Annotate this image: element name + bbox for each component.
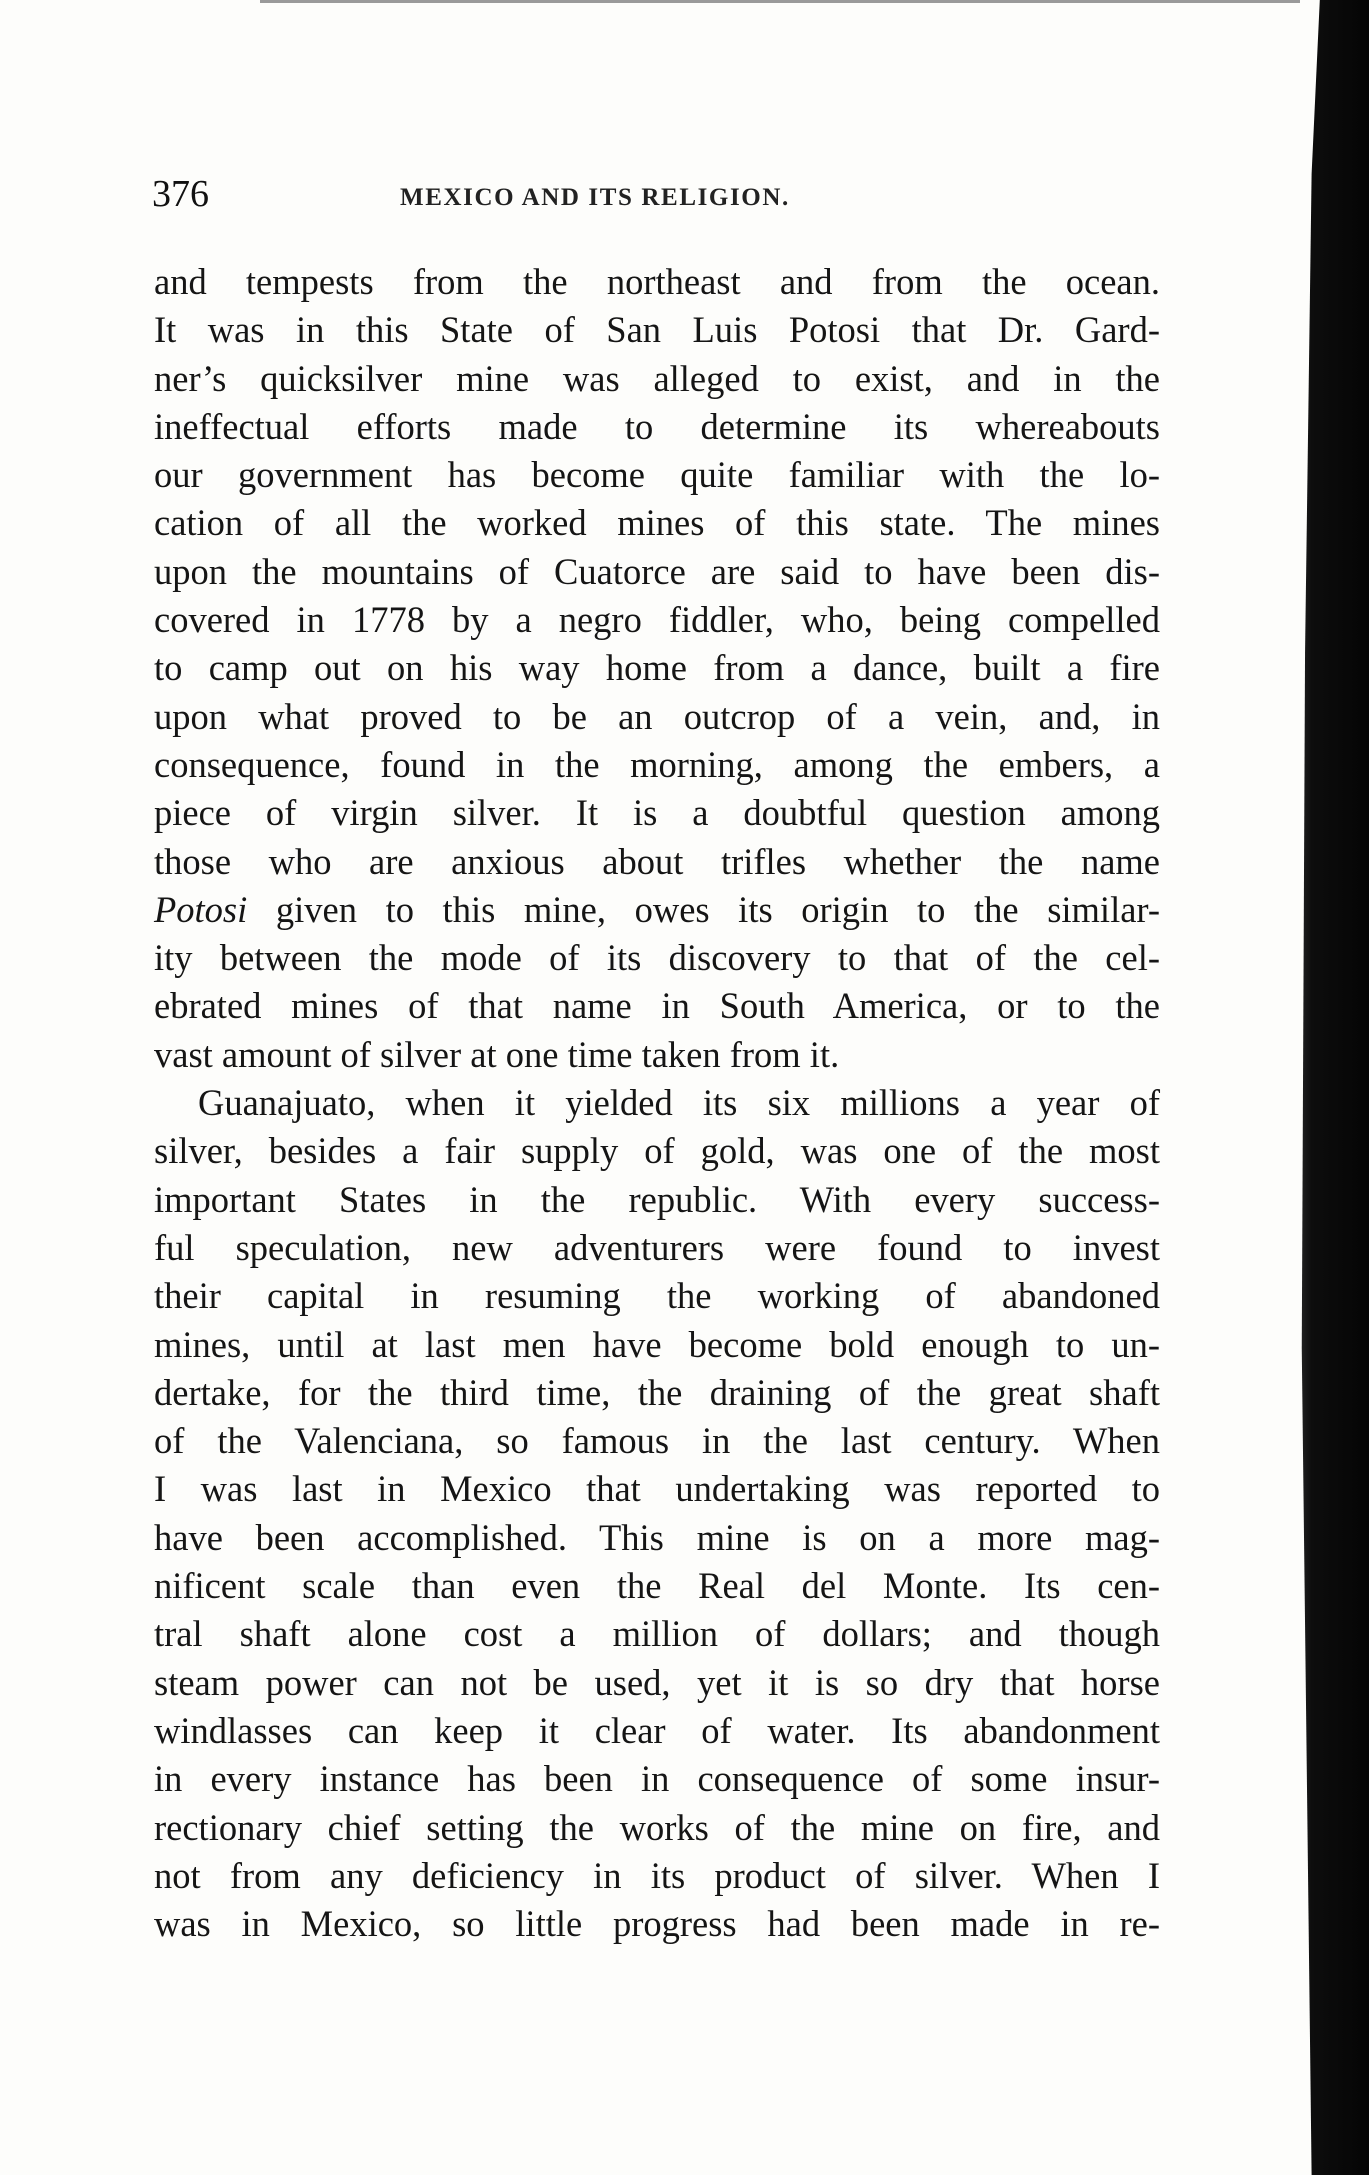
page-header <box>152 172 1162 232</box>
text-line: mines, until at last men have become bold enough to un- <box>154 1323 1160 1365</box>
text-line: cation of all the worked mines of this state. The mines <box>154 502 1160 544</box>
text-line: covered in 1778 by a negro fiddler, who, being compelled <box>154 599 1160 641</box>
text-line: It was in this State of San Luis Potosi that Dr. Gard- <box>154 309 1160 351</box>
text-line-remainder: given to this mine, owes its origin to the similar- <box>275 888 1160 930</box>
text-line: tral shaft alone cost a million of dollars; and though <box>154 1613 1160 1655</box>
text-line: upon what proved to be an outcrop of a vein, and, in <box>154 695 1160 737</box>
text-line: ebrated mines of that name in South America, or to the <box>154 985 1160 1027</box>
text-line: to camp out on his way home from a dance, built a fire <box>154 647 1160 689</box>
text-line: silver, besides a fair supply of gold, was one of the most <box>154 1130 1160 1172</box>
text-line: Guanajuato, when it yielded its six millions a year of <box>198 1082 1160 1124</box>
text-line: upon the mountains of Cuatorce are said to have been dis- <box>154 550 1160 592</box>
text-line: piece of virgin silver. It is a doubtful question among <box>154 792 1160 834</box>
body-text <box>154 258 1160 1948</box>
text-line: nificent scale than even the Real del Monte. Its cen- <box>154 1565 1160 1607</box>
running-head: MEXICO AND ITS RELIGION. <box>400 184 790 211</box>
text-line: ner’s quicksilver mine was alleged to exist, and in the <box>154 357 1160 399</box>
italic-word: Potosi <box>154 888 248 930</box>
text-line: vast amount of silver at one time taken from it. <box>154 1033 840 1075</box>
text-line: have been accomplished. This mine is on a more mag- <box>154 1516 1160 1558</box>
text-line: consequence, found in the morning, among the embers, a <box>154 743 1160 785</box>
text-line: steam power can not be used, yet it is so dry that horse <box>154 1661 1160 1703</box>
text-line: I was last in Mexico that undertaking was reported to <box>154 1468 1160 1510</box>
text-line: in every instance has been in consequence of some insur- <box>154 1758 1160 1800</box>
text-line: dertake, for the third time, the draining of the great shaft <box>154 1371 1160 1413</box>
text-line: was in Mexico, so little progress had been made in re- <box>154 1903 1160 1945</box>
page-number: 376 <box>152 173 209 215</box>
text-line: ful speculation, new adventurers were found to invest <box>154 1226 1160 1268</box>
text-line: those who are anxious about trifles whether the name <box>154 840 1160 882</box>
text-line: not from any deficiency in its product of silver. When I <box>154 1854 1160 1896</box>
text-line: important States in the republic. With every success- <box>154 1178 1160 1220</box>
text-line: and tempests from the northeast and from the ocean. <box>154 261 1160 302</box>
text-line: our government has become quite familiar with the lo- <box>154 454 1160 496</box>
text-line: their capital in resuming the working of abandoned <box>154 1275 1160 1317</box>
scan-edge-shadow <box>1287 0 1369 2175</box>
text-line: windlasses can keep it clear of water. Its abandonment <box>154 1709 1160 1751</box>
text-line: ity between the mode of its discovery to that of the cel- <box>154 937 1160 979</box>
text-line: of the Valenciana, so famous in the last century. When <box>154 1420 1160 1462</box>
text-line: ineffectual efforts made to determine its whereabouts <box>154 405 1160 447</box>
top-scan-rule <box>260 0 1300 3</box>
text-line-with-italic <box>154 886 1160 934</box>
paragraph-1 <box>154 258 1160 1079</box>
paragraph-2 <box>154 1079 1160 1948</box>
text-line: rectionary chief setting the works of the mine on fire, and <box>154 1806 1160 1848</box>
